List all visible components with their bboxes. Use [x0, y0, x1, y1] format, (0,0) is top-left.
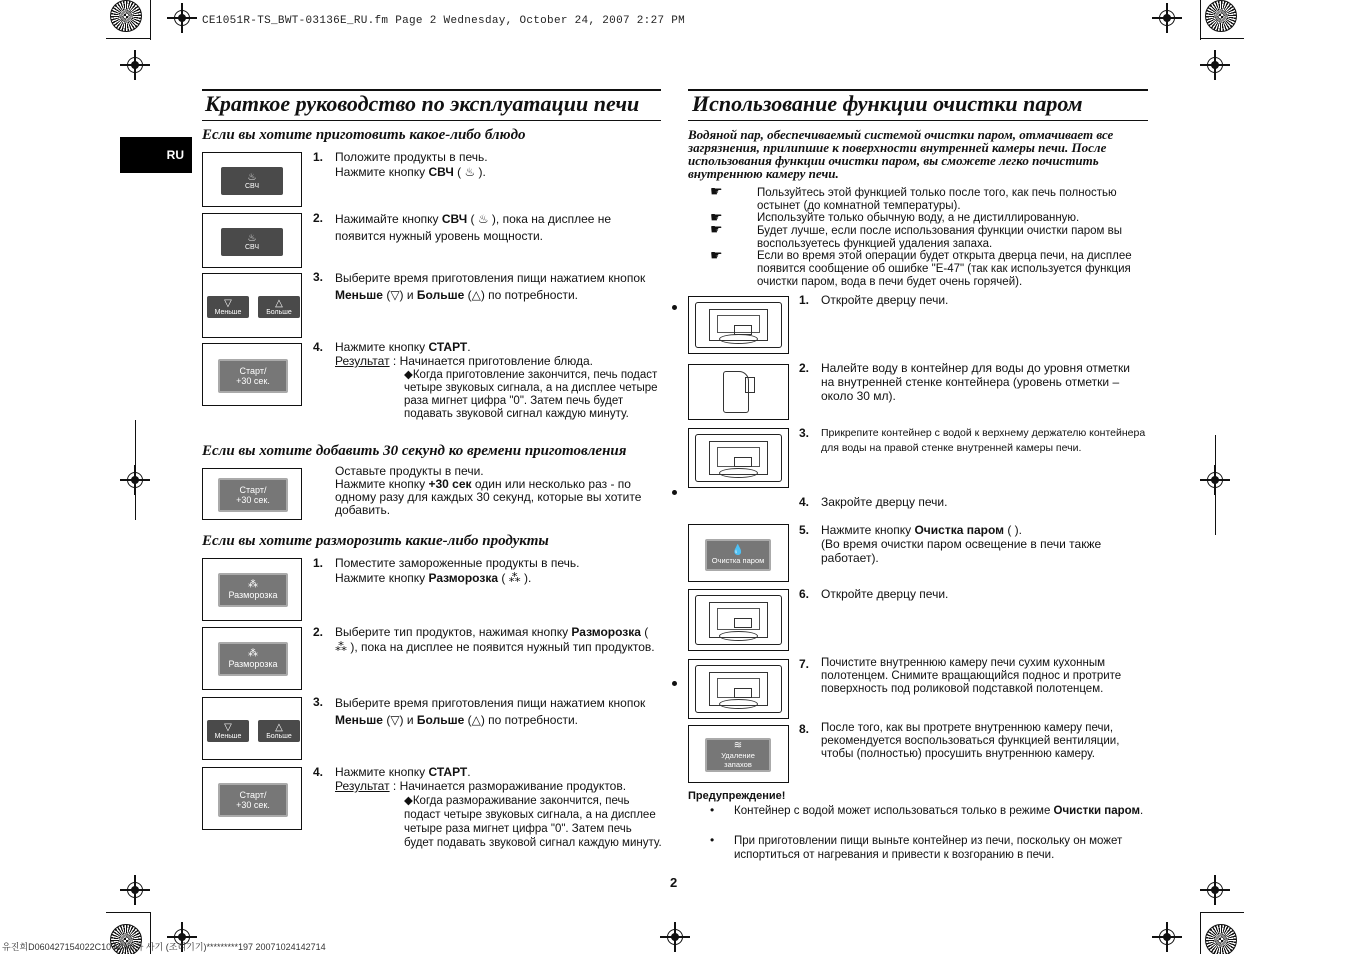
- page-number: 2: [670, 875, 678, 890]
- steam-step-5: Нажмите кнопку Очистка паром ( ). (Во время очистки паром освещение в печи также работает).: [821, 523, 1102, 565]
- cook-step-1: Положите продукты в печь. Нажмите кнопку СВЧ ( ♨ ).: [335, 150, 488, 179]
- oven-open-illustration: [688, 296, 789, 354]
- defrost-button-figure: ⁂ Разморозка: [202, 627, 302, 690]
- start-button-figure: Старт/ +30 сек.: [202, 767, 302, 830]
- oven-open-illustration: [688, 589, 789, 651]
- crosshair-icon: [120, 875, 150, 905]
- steam-step-7: Почистите внутреннюю камеру печи сухим кухонным полотенцем. Снимите вращающийся поднос и протрите поверхность под роликовой подставкой полотенцем.: [821, 657, 1122, 695]
- step-number: 2.: [799, 361, 810, 375]
- defrost-button-figure: ⁂ Разморозка: [202, 558, 302, 621]
- left-page-title: Краткое руководство по эксплуатации печи: [205, 91, 640, 116]
- oven-wiping-illustration: [688, 659, 789, 719]
- right-page-title: Использование функции очистки паром: [692, 91, 1083, 116]
- warning-1: Контейнер с водой может использоваться только в режиме Очистки паром.: [734, 805, 1144, 817]
- defrost-step-4: Нажмите кнопку СТАРТ. Результат : Начинается размораживание продуктов.: [335, 765, 627, 793]
- pointing-hand-icon: ☛: [710, 247, 723, 263]
- defrost-step-3: Выберите время приготовления пищи нажатием кнопок Меньше (▽) и Больше (△) по потребности.: [335, 696, 646, 727]
- defrost-result-note: ◆Когда размораживание закончится, печь подаст четыре звуковых сигнала, а на дисплее четыре раза мигнет цифра "0". Затем печь будет подавать звуковой сигнал каждую минуту.: [404, 795, 662, 849]
- steam-step-1: Откройте дверцу печи.: [821, 293, 949, 307]
- pointing-hand-icon: ☛: [710, 183, 723, 199]
- step-number: 3.: [799, 426, 810, 440]
- step-number: 1.: [799, 293, 810, 307]
- steam-step-6: Откройте дверцу печи.: [821, 587, 949, 601]
- pointing-hand-icon: ☛: [710, 209, 723, 225]
- step-number: 6.: [799, 587, 810, 601]
- cook-step-3: Выберите время приготовления пищи нажатием кнопок Меньше (▽) и Больше (△) по потребности.: [335, 271, 646, 302]
- crosshair-icon: [1152, 3, 1182, 33]
- registration-star-icon: [110, 0, 142, 32]
- cook-step-4: Нажмите кнопку СТАРТ. Результат : Начинается приготовление блюда.: [335, 340, 594, 368]
- step-number: 3.: [313, 270, 324, 284]
- warning-2: При приготовлении пищи выньте контейнер из печи, поскольку он может испортиться от нагревания и привести к возгоранию в печи.: [734, 835, 1123, 861]
- steam-clean-button-figure: 💧 Очистка паром: [688, 524, 789, 582]
- defrost-step-2: Выберите тип продуктов, нажимая кнопку Разморозка ( ⁂ ), пока на дисплее не появится нужный тип продуктов.: [335, 625, 655, 654]
- step-number: 4.: [799, 495, 810, 509]
- add30-section-title: Если вы хотите добавить 30 секунд ко времени приготовления: [202, 443, 627, 459]
- crosshair-icon: [120, 50, 150, 80]
- crosshair-icon: [1200, 875, 1230, 905]
- step-number: 4.: [313, 340, 324, 354]
- crosshair-icon: [660, 922, 690, 952]
- less-more-buttons-figure: ▽ Меньше △ Больше: [202, 697, 302, 760]
- less-more-buttons-figure: ▽ Меньше △ Больше: [202, 273, 302, 338]
- steam-intro: Водяной пар, обеспечиваемый системой очистки паром, отмачивает все загрязнения, прилипшие к поверхности внутренней камеры печи. После использования функции очистки паром, вы сможете легко почистить внутреннюю камеру печи.: [688, 127, 1114, 181]
- step-number: 7.: [799, 657, 810, 671]
- steam-clean-label: Очистка паром: [711, 555, 765, 565]
- crosshair-icon: [167, 3, 197, 33]
- svch-button-figure: ♨ СВЧ: [202, 152, 302, 207]
- registration-star-icon: [1205, 0, 1237, 32]
- oven-container-illustration: [688, 428, 789, 488]
- language-tab-label: RU: [166, 148, 184, 162]
- crosshair-icon: [1152, 922, 1182, 952]
- step-number: 2.: [313, 625, 324, 639]
- cook-result-note: ◆Когда приготовление закончится, печь подаст четыре звуковых сигнала, а на дисплее четыре раза мигнет цифра "0". Затем печь будет подавать звуковой сигнал каждую минуту.: [404, 369, 658, 420]
- footer-code: 유진희D060427154022C10 MW0가 사기 (조리기기)*********197 20071024142714: [2, 942, 326, 952]
- steam-step-8: После того, как вы протрете внутреннюю камеру печи, рекомендуется воспользоваться функцией вентиляции, чтобы (полностью) просушить внутреннюю камеру.: [821, 722, 1120, 760]
- svch-button-label: СВЧ: [244, 182, 260, 190]
- file-info-header: CE1051R-TS_BWT-03136E_RU.fm Page 2 Wednesday, October 24, 2007 2:27 PM: [202, 15, 686, 27]
- steam-step-4: Закройте дверцу печи.: [821, 495, 948, 509]
- note-3: Будет лучше, если после использования функции очистки паром вы воспользуетесь функцией удаления запаха.: [757, 225, 1123, 250]
- warning-title: Предупреждение!: [688, 790, 786, 802]
- start-button-figure: Старт/ +30 сек.: [202, 343, 302, 406]
- step-number: 4.: [313, 765, 324, 779]
- step-number: 8.: [799, 722, 810, 736]
- note-1: Пользуйтесь этой функцией только после того, как печь полностью остынет (до комнатной температуры).: [757, 187, 1117, 212]
- cook-step-2: Нажимайте кнопку СВЧ ( ♨ ), пока на дисплее не появится нужный уровень мощности.: [335, 212, 612, 243]
- step-number: 2.: [313, 211, 324, 225]
- start-button-figure: Старт/ +30 сек.: [202, 468, 302, 520]
- note-2: Используйте только обычную воду, а не дистиллированную.: [757, 212, 1080, 224]
- language-tab: [120, 137, 192, 173]
- step-number: 3.: [313, 695, 324, 709]
- registration-star-icon: [1205, 924, 1237, 954]
- step-number: 5.: [799, 523, 810, 537]
- crosshair-icon: [1200, 50, 1230, 80]
- deodorize-button-figure: ≋ Удаление запахов: [688, 725, 789, 783]
- bullet-icon: •: [710, 803, 715, 817]
- bullet-icon: •: [710, 833, 715, 847]
- pointing-hand-icon: ☛: [710, 221, 723, 237]
- step-number: 1.: [313, 556, 324, 570]
- steam-step-2: Налейте воду в контейнер для воды до уровня отметки на внутренней стенке контейнера (уровень отметки – около 30 мл).: [821, 361, 1130, 403]
- defrost-section-title: Если вы хотите разморозить какие-либо продукты: [202, 533, 549, 549]
- defrost-step-1: Поместите замороженные продукты в печь. Нажмите кнопку Разморозка ( ⁂ ).: [335, 556, 580, 585]
- deodorize-label: Удаление запахов: [721, 751, 755, 769]
- note-4: Если во время этой операции будет открыта дверца печи, на дисплее появится сообщение об ошибке "E-47" (так как используется функция очистки паром, вода в печи будет очень горячей).: [757, 250, 1132, 288]
- svch-button-figure: ♨ СВЧ: [202, 213, 302, 268]
- step-number: 1.: [313, 150, 324, 164]
- cook-section-title: Если вы хотите приготовить какое-либо блюдо: [202, 127, 526, 143]
- add30-text: Оставьте продукты в печи. Нажмите кнопку +30 сек один или несколько раз - по одному разу для каждых 30 секунд, которые вы хотите добавить.: [335, 464, 642, 517]
- water-container-illustration: [688, 364, 789, 420]
- steam-step-3: Прикрепите контейнер с водой к верхнему держателю контейнера для воды на правой стенке внутренней камеры печи.: [821, 427, 1146, 454]
